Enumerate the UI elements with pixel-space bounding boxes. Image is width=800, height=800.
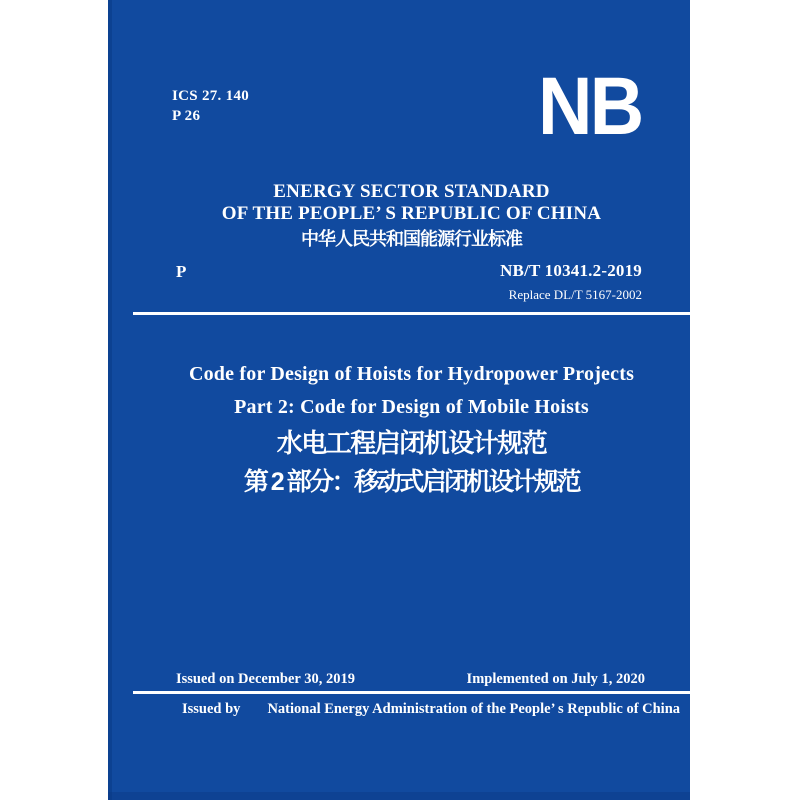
- doc-class-letter: P: [176, 262, 187, 281]
- title-english-line2: Part 2: Code for Design of Mobile Hoists: [234, 396, 589, 418]
- issued-on-date: Issued on December 30, 2019: [176, 671, 355, 687]
- p-classification-code: P 26: [172, 108, 201, 124]
- issued-by-label: Issued by: [182, 701, 241, 717]
- ics-classification-block: [172, 86, 249, 126]
- standard-cover: [108, 0, 690, 800]
- header-chinese-line: 中华人民共和国能源行业标准: [301, 229, 522, 249]
- ics-code: ICS 27. 140: [172, 88, 250, 104]
- issued-by-row: [182, 700, 690, 718]
- title-chinese-line1: 水电工程启闭机设计规范: [276, 428, 547, 458]
- issue-dates-row: [176, 670, 645, 688]
- title-english-line1: Code for Design of Hoists for Hydropower Projects: [188, 363, 635, 385]
- divider-line-bottom: [133, 691, 690, 694]
- header-english-line1: ENERGY SECTOR STANDARD: [273, 181, 550, 202]
- standard-header-block: [133, 181, 690, 250]
- standard-number-block: [500, 261, 642, 302]
- header-english-line2: OF THE PEOPLE’ S REPUBLIC OF CHINA: [221, 203, 602, 224]
- divider-line-top: [133, 312, 690, 315]
- title-chinese-line2: 第 2 部分：移动式启闭机设计规范: [243, 468, 580, 496]
- replaces-note: Replace DL/T 5167-2002: [508, 287, 642, 302]
- issued-by-value: National Energy Administration of the People’ s Republic of China: [267, 701, 681, 717]
- implemented-on-date: Implemented on July 1, 2020: [466, 671, 645, 687]
- title-block: [133, 362, 690, 497]
- nb-logo: NB: [537, 61, 641, 152]
- standard-number: NB/T 10341.2-2019: [500, 261, 642, 280]
